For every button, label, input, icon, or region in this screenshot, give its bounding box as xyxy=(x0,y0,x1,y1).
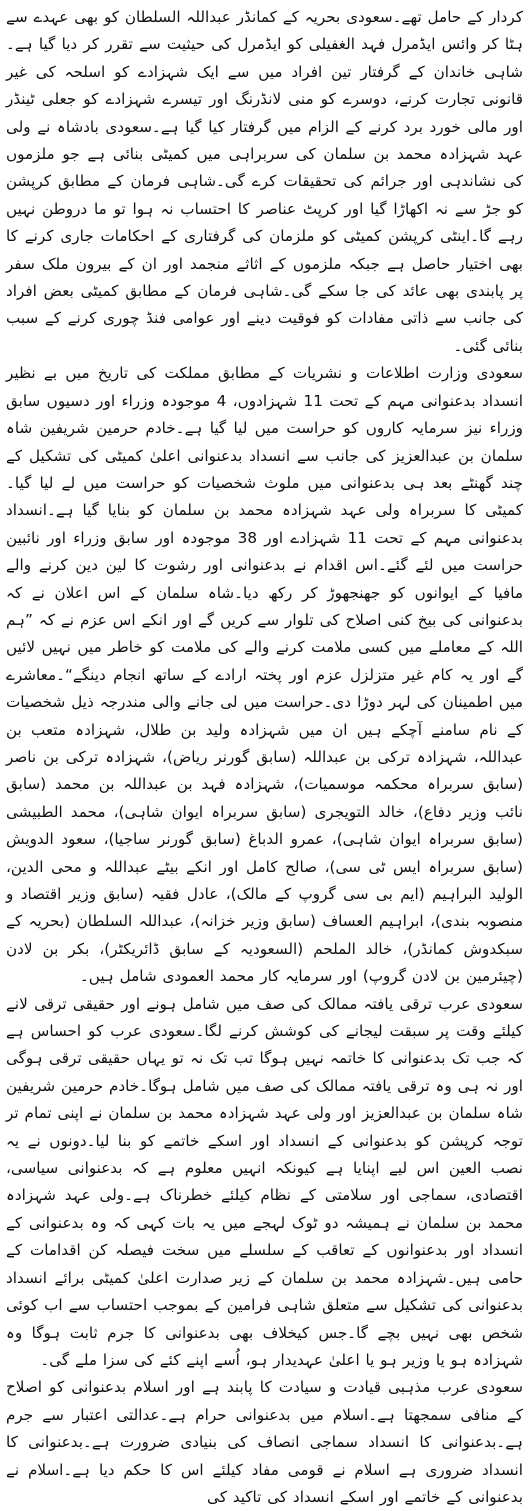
article-paragraph-4: سعودی عرب مذہبی قیادت و سیادت کا پابند ہے اور اسلام بدعنوانی کو اصلاح کے منافی سمجھتا ہے۔اسلام میں بدعنوانی حرام ہے۔عدالتی اعتبار سے جرم ہے۔بدعنوانی کا انسداد سماجی انصاف کی بنیادی ضرورت ہے۔بدعنوانی کا انسداد ضروری ہے اسلام نے قومی مفاد کیلئے اس کا حکم دیا ہے۔اسلام نے بدعنوانی کے خاتمے اور اسکے انسداد کی تاکید کی xyxy=(6,1378,523,1506)
article-paragraph-3: سعودی عرب ترقی یافتہ ممالک کی صف میں شامل ہونے اور حقیقی ترقی لانے کیلئے وقت پر سبقت لیجانے کی کوشش کرنے لگا۔سعودی عرب کو احساس ہے کہ جب تک بدعنوانی کا خاتمہ نہیں ہوگا تب تک نہ تو یہاں حقیقی ترقی ہوگی اور نہ ہی وہ ترقی یافتہ ممالک کی صف میں شامل ہوگا۔خادم حرمین شریفین شاہ سلمان بن عبدالعزیز اور ولی عہد شہزادہ محمد بن سلمان نے اپنی تمام تر توجہ کرپشن کو بدعنوانی کے انسداد اور اسکے خاتمے کو بنا لیا۔دونوں نے یہ نصب العین اس لیے اپنایا ہے کیونکہ انہیں معلوم ہے کہ بدعنوانی سیاسی، اقتصادی، سماجی اور سلامتی کے نظام کیلئے خطرناک ہے۔ولی عہد شہزادہ محمد بن سلمان نے ہمیشہ دو ٹوک لہجے میں یہ بات کہی کہ وہ بدعنوانی کے انسداد اور بدعنوانوں کے تعاقب کے سلسلے میں سخت فیصلہ کن اقدامات کے حامی ہیں۔شہزادہ محمد بن سلمان کے زیر صدارت اعلیٰ کمیٹی برائے انسداد بدعنوانی کی تشکیل سے متعلق شاہی فرامین کے بموجب احتساب سے اب کوئی شخص بھی نہیں بچے گا۔جس کیخلاف بھی بدعنوانی کا جرم ثابت ہوگا وہ شہزادہ ہو یا وزیر ہو یا اعلیٰ عہدیدار ہو، اُسے اپنے کئے کی سزا ملے گی۔ xyxy=(6,994,523,1369)
article-paragraph-1: کردار کے حامل تھے۔سعودی بحریہ کے کمانڈر عبداللہ السلطان کو بھی عہدے سے ہٹا کر وائس ایڈمرل فہد الغفیلی کو ایڈمرل کی حیثیت سے تقرر کر دیا گیا ہے۔شاہی خاندان کے گرفتار تین افراد میں سے ایک شہزادے کو اسلحہ کی غیر قانونی تجارت کرنے، دوسرے کو منی لانڈرنگ اور تیسرے شہزادے کو جعلی ٹینڈر اور مالی خورد برد کرنے کے الزام میں گرفتار کیا گیا ہے۔سعودی بادشاہ نے ولی عہد شہزادہ محمد بن سلمان کی سربراہی میں کمیٹی بنائی ہے جو ملزموں کی نشاندہی اور جرائم کی تحقیقات کرے گی۔شاہی فرمان کے مطابق کرپشن کو جڑ سے نہ اکھاڑا گیا اور کرپٹ عناصر کا احتساب نہ ہوا تو ما دروطن نہیں رہے گا۔اینٹی کرپشن کمیٹی کو ملزمان کی گرفتاری کے احکامات جاری کرنے کا بھی اختیار حاصل ہے جبکہ ملزموں کے اثاثے منجمد اور ان کے بیرون ملک سفر پر پابندی بھی عائد کی جا سکے گی۔شاہی فرمان کے مطابق کمیٹی بعض افراد کی جانب سے ذاتی مفادات کو فوقیت دینے اور عوامی فنڈ چوری کرنے کے سبب بنائی گئی۔ xyxy=(6,8,523,355)
article-body xyxy=(6,4,523,1511)
article-paragraph-2: سعودی وزارت اطلاعات و نشریات کے مطابق مملکت کی تاریخ میں بے نظیر انسداد بدعنوانی مہم کے تحت 11 شہزادوں، 4 موجودہ وزراء اور دسیوں سابق وزراء نیز سرمایہ کاروں کو حراست میں لیا گیا ہے۔خادم حرمین شریفین شاہ سلمان بن عبدالعزیز کی جانب سے انسداد بدعنوانی اعلیٰ کمیٹی کی تشکیل کے چند گھنٹے بعد ہی بدعنوانی میں ملوث شخصیات کو حراست میں لے لیا گیا۔کمیٹی کا سربراہ ولی عہد شہزادہ محمد بن سلمان کو بنایا گیا ہے۔انسداد بدعنوانی مہم کے تحت 11 شہزادے اور 38 موجودہ اور سابق وزراء اور نائبین حراست میں لئے گئے۔اس اقدام نے بدعنوانی اور رشوت کا لین دین کرنے والے مافیا کے ایوانوں کو جھنجھوڑ کر رکھ دیا۔شاہ سلمان کے اس اعلان نے کہ بدعنوانی کی بیخ کنی اصلاح کی تلوار سے کریں گے اور انکے اس عزم نے کہ ”ہم اللہ کے معاملے میں کسی ملامت کرنے والے کی ملامت کو خاطر میں نہیں لائیں گے اور یہ کام غیر متزلزل عزم اور پختہ ارادے کے ساتھ انجام دینگے“۔معاشرے میں اطمینان کی لہر دوڑا دی۔حراست میں لی جانے والی مندرجہ ذیل شخصیات کے نام سامنے آچکے ہیں ان میں شہزادہ ولید بن طلال، شہزادہ متعب بن عبداللہ، شہزادہ ترکی بن عبداللہ (سابق گورنر ریاض)، شہزادہ ترکی بن ناصر (سابق سربراہ محکمہ موسمیات)، شہزادہ فہد بن عبداللہ بن محمد (سابق نائب وزیر دفاع)، خالد التویجری (سابق سربراہ ایوان شاہی)، محمد الطبیشی (سابق سربراہ ایوان شاہی)، عمرو الدباغ (سابق گورنر ساجیا)، سعود الدویش (سابق سربراہ ایس ٹی سی)، صالح کامل اور انکے بیٹے عبداللہ و محی الدین، الولید البراہیم (ایم بی سی گروپ کے مالک)، عادل فقیہ (سابق وزیر اقتصاد و منصوبہ بندی)، ابراہیم العساف (سابق وزیر خزانہ)، عبداللہ السلطان (بحریہ کے سبکدوش کمانڈر)، خالد الملحم (السعودیہ کے سابق ڈائریکٹر)، بکر بن لادن (چیئرمین بن لادن گروپ) اور سرمایہ کار محمد العمودی شامل ہیں۔ xyxy=(6,364,523,986)
